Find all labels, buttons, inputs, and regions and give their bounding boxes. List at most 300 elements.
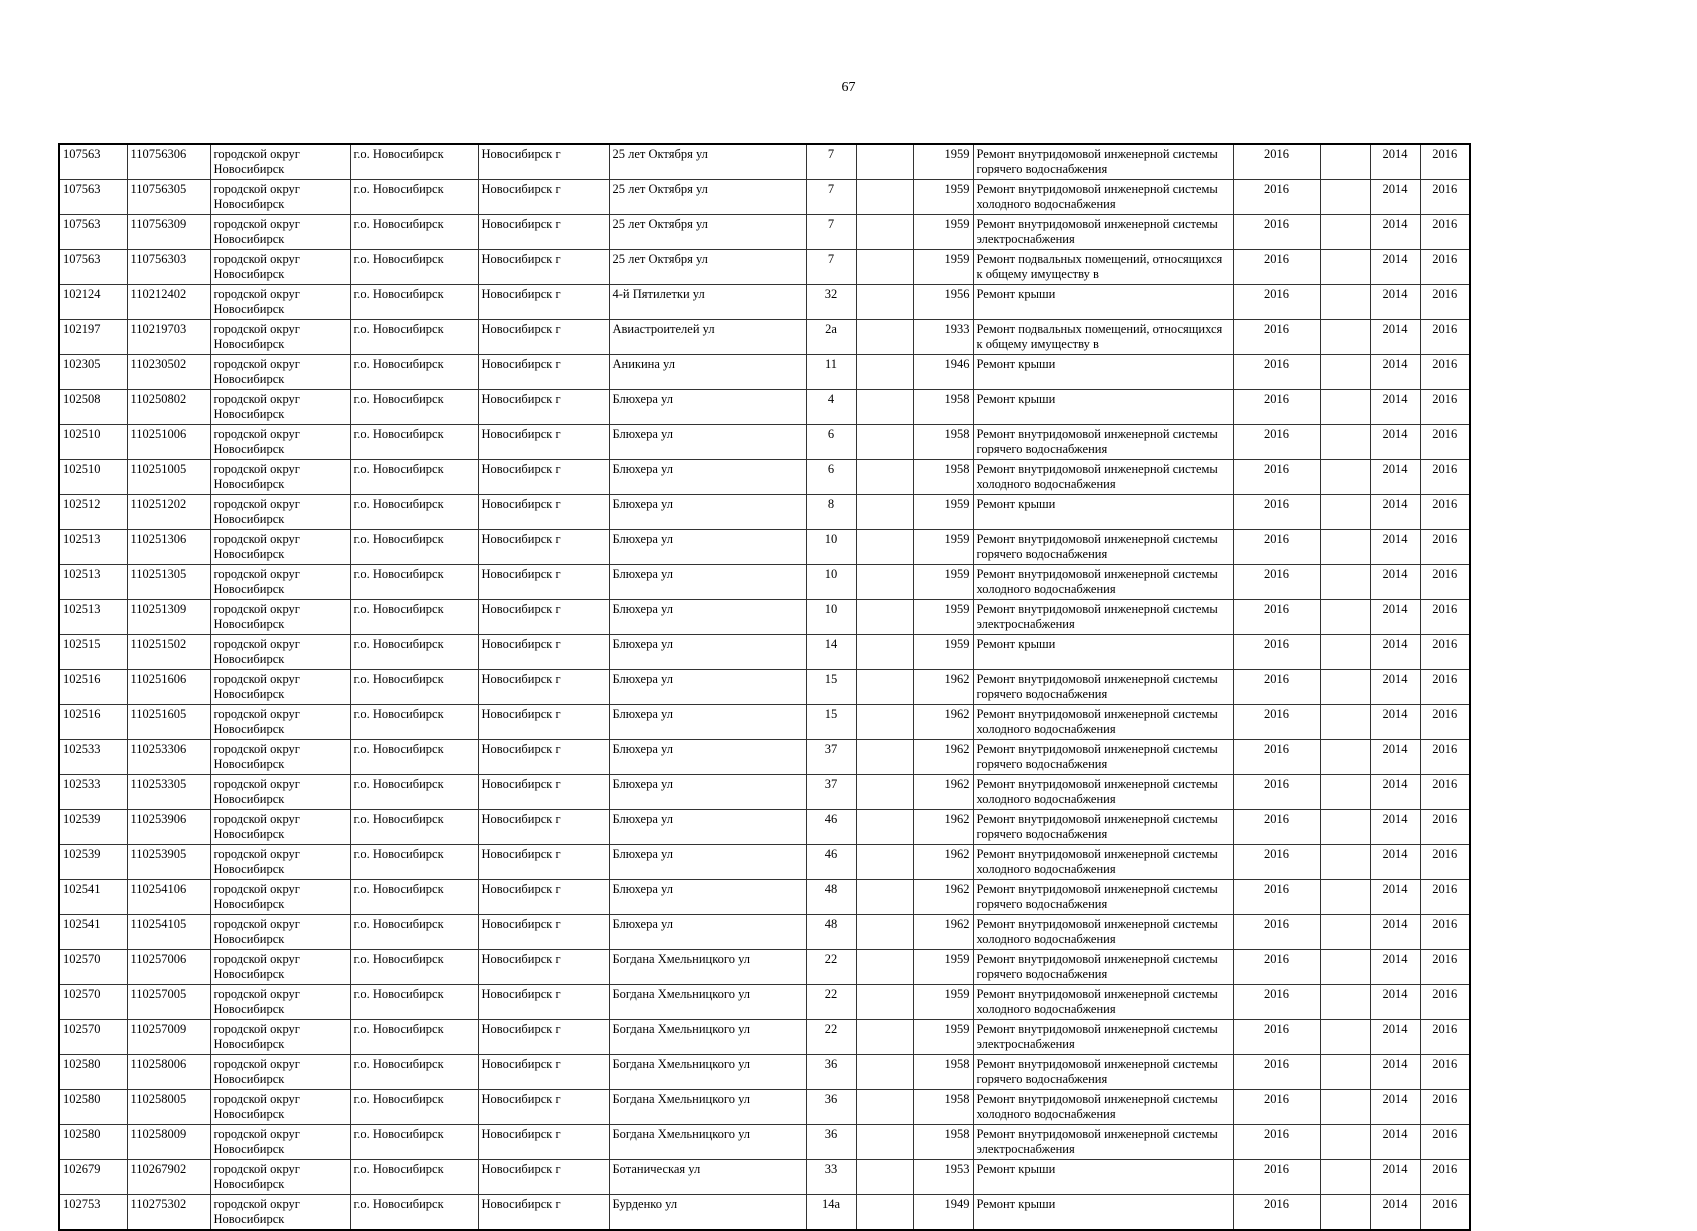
empty-cell	[1320, 355, 1370, 390]
municipality-cell: городской округ Новосибирск	[210, 1160, 350, 1195]
locality-cell: Новосибирск г	[478, 1055, 609, 1090]
work-type-cell: Ремонт внутридомовой инженерной системы холодного водоснабжения	[973, 565, 1233, 600]
locality-cell: Новосибирск г	[478, 530, 609, 565]
work-type-cell: Ремонт внутридомовой инженерной системы холодного водоснабжения	[973, 705, 1233, 740]
year-to-cell: 2016	[1420, 880, 1470, 915]
table-row	[59, 215, 1470, 250]
building-cell	[856, 985, 913, 1020]
year-to-cell: 2016	[1420, 1055, 1470, 1090]
building-cell	[856, 250, 913, 285]
work-type-cell: Ремонт внутридомовой инженерной системы горячего водоснабжения	[973, 1055, 1233, 1090]
locality-cell: Новосибирск г	[478, 355, 609, 390]
street-cell: Богдана Хмельницкого ул	[609, 1055, 806, 1090]
empty-cell	[1320, 810, 1370, 845]
work-type-cell: Ремонт внутридомовой инженерной системы холодного водоснабжения	[973, 985, 1233, 1020]
locality-cell: Новосибирск г	[478, 425, 609, 460]
plan-year-cell: 2016	[1233, 600, 1320, 635]
plan-year-cell: 2016	[1233, 250, 1320, 285]
record-id-cell: 107563	[59, 250, 127, 285]
table-row	[59, 705, 1470, 740]
empty-cell	[1320, 915, 1370, 950]
year-built-cell: 1959	[913, 180, 973, 215]
house-code-cell: 110253306	[127, 740, 210, 775]
work-type-cell: Ремонт крыши	[973, 285, 1233, 320]
street-cell: Блюхера ул	[609, 880, 806, 915]
work-type-cell: Ремонт внутридомовой инженерной системы электроснабжения	[973, 1125, 1233, 1160]
year-from-cell: 2014	[1370, 425, 1420, 460]
house-code-cell: 110250802	[127, 390, 210, 425]
municipality-cell: городской округ Новосибирск	[210, 670, 350, 705]
year-to-cell: 2016	[1420, 600, 1470, 635]
building-cell	[856, 1055, 913, 1090]
plan-year-cell: 2016	[1233, 1125, 1320, 1160]
table-row	[59, 425, 1470, 460]
year-from-cell: 2014	[1370, 390, 1420, 425]
street-cell: Блюхера ул	[609, 740, 806, 775]
plan-year-cell: 2016	[1233, 285, 1320, 320]
year-to-cell: 2016	[1420, 495, 1470, 530]
work-type-cell: Ремонт крыши	[973, 1160, 1233, 1195]
locality-cell: Новосибирск г	[478, 250, 609, 285]
year-to-cell: 2016	[1420, 144, 1470, 180]
house-code-cell: 110212402	[127, 285, 210, 320]
municipal-unit-cell: г.о. Новосибирск	[350, 1160, 478, 1195]
year-built-cell: 1959	[913, 600, 973, 635]
plan-year-cell: 2016	[1233, 1020, 1320, 1055]
capital-repair-table	[58, 143, 1471, 1231]
year-built-cell: 1959	[913, 250, 973, 285]
municipal-unit-cell: г.о. Новосибирск	[350, 985, 478, 1020]
municipal-unit-cell: г.о. Новосибирск	[350, 1125, 478, 1160]
table-row	[59, 144, 1470, 180]
table-row	[59, 670, 1470, 705]
record-id-cell: 102580	[59, 1055, 127, 1090]
building-cell	[856, 1090, 913, 1125]
street-cell: Блюхера ул	[609, 915, 806, 950]
municipal-unit-cell: г.о. Новосибирск	[350, 390, 478, 425]
building-cell	[856, 740, 913, 775]
plan-year-cell: 2016	[1233, 740, 1320, 775]
empty-cell	[1320, 1020, 1370, 1055]
plan-year-cell: 2016	[1233, 775, 1320, 810]
plan-year-cell: 2016	[1233, 810, 1320, 845]
year-built-cell: 1962	[913, 705, 973, 740]
building-cell	[856, 1125, 913, 1160]
year-built-cell: 1958	[913, 390, 973, 425]
locality-cell: Новосибирск г	[478, 144, 609, 180]
year-from-cell: 2014	[1370, 985, 1420, 1020]
year-to-cell: 2016	[1420, 1125, 1470, 1160]
year-to-cell: 2016	[1420, 320, 1470, 355]
year-built-cell: 1956	[913, 285, 973, 320]
municipality-cell: городской округ Новосибирск	[210, 320, 350, 355]
year-to-cell: 2016	[1420, 915, 1470, 950]
year-built-cell: 1958	[913, 1090, 973, 1125]
work-type-cell: Ремонт внутридомовой инженерной системы горячего водоснабжения	[973, 950, 1233, 985]
year-to-cell: 2016	[1420, 705, 1470, 740]
building-cell	[856, 285, 913, 320]
work-type-cell: Ремонт внутридомовой инженерной системы холодного водоснабжения	[973, 1090, 1233, 1125]
year-built-cell: 1959	[913, 144, 973, 180]
table-row	[59, 250, 1470, 285]
house-code-cell: 110251305	[127, 565, 210, 600]
year-to-cell: 2016	[1420, 215, 1470, 250]
table-row	[59, 1020, 1470, 1055]
municipal-unit-cell: г.о. Новосибирск	[350, 740, 478, 775]
street-cell: Блюхера ул	[609, 670, 806, 705]
year-to-cell: 2016	[1420, 1020, 1470, 1055]
work-type-cell: Ремонт внутридомовой инженерной системы холодного водоснабжения	[973, 845, 1233, 880]
work-type-cell: Ремонт крыши	[973, 355, 1233, 390]
year-from-cell: 2014	[1370, 1125, 1420, 1160]
locality-cell: Новосибирск г	[478, 880, 609, 915]
municipal-unit-cell: г.о. Новосибирск	[350, 1055, 478, 1090]
municipality-cell: городской округ Новосибирск	[210, 915, 350, 950]
year-built-cell: 1958	[913, 1125, 973, 1160]
year-to-cell: 2016	[1420, 285, 1470, 320]
year-built-cell: 1959	[913, 950, 973, 985]
work-type-cell: Ремонт внутридомовой инженерной системы электроснабжения	[973, 1020, 1233, 1055]
building-cell	[856, 495, 913, 530]
house-number-cell: 22	[806, 1020, 856, 1055]
year-built-cell: 1946	[913, 355, 973, 390]
record-id-cell: 107563	[59, 215, 127, 250]
building-cell	[856, 1160, 913, 1195]
work-type-cell: Ремонт внутридомовой инженерной системы электроснабжения	[973, 600, 1233, 635]
empty-cell	[1320, 600, 1370, 635]
house-number-cell: 10	[806, 565, 856, 600]
house-number-cell: 37	[806, 775, 856, 810]
year-from-cell: 2014	[1370, 1055, 1420, 1090]
locality-cell: Новосибирск г	[478, 320, 609, 355]
street-cell: Блюхера ул	[609, 600, 806, 635]
work-type-cell: Ремонт внутридомовой инженерной системы холодного водоснабжения	[973, 180, 1233, 215]
locality-cell: Новосибирск г	[478, 1090, 609, 1125]
empty-cell	[1320, 495, 1370, 530]
record-id-cell: 102515	[59, 635, 127, 670]
record-id-cell: 102124	[59, 285, 127, 320]
street-cell: 4-й Пятилетки ул	[609, 285, 806, 320]
year-to-cell: 2016	[1420, 845, 1470, 880]
building-cell	[856, 144, 913, 180]
house-number-cell: 48	[806, 880, 856, 915]
year-from-cell: 2014	[1370, 530, 1420, 565]
house-code-cell: 110253905	[127, 845, 210, 880]
locality-cell: Новосибирск г	[478, 1195, 609, 1231]
work-type-cell: Ремонт подвальных помещений, относящихся к общему имуществу в	[973, 320, 1233, 355]
house-number-cell: 46	[806, 845, 856, 880]
municipal-unit-cell: г.о. Новосибирск	[350, 530, 478, 565]
year-built-cell: 1949	[913, 1195, 973, 1231]
year-from-cell: 2014	[1370, 215, 1420, 250]
locality-cell: Новосибирск г	[478, 810, 609, 845]
municipality-cell: городской округ Новосибирск	[210, 600, 350, 635]
work-type-cell: Ремонт крыши	[973, 1195, 1233, 1231]
year-built-cell: 1959	[913, 1020, 973, 1055]
year-built-cell: 1959	[913, 530, 973, 565]
street-cell: Блюхера ул	[609, 565, 806, 600]
table-row	[59, 1090, 1470, 1125]
house-code-cell: 110756306	[127, 144, 210, 180]
plan-year-cell: 2016	[1233, 565, 1320, 600]
locality-cell: Новосибирск г	[478, 285, 609, 320]
empty-cell	[1320, 215, 1370, 250]
plan-year-cell: 2016	[1233, 1195, 1320, 1231]
table-row	[59, 320, 1470, 355]
house-number-cell: 22	[806, 985, 856, 1020]
empty-cell	[1320, 740, 1370, 775]
locality-cell: Новосибирск г	[478, 845, 609, 880]
house-number-cell: 10	[806, 600, 856, 635]
work-type-cell: Ремонт внутридомовой инженерной системы электроснабжения	[973, 215, 1233, 250]
table-row	[59, 600, 1470, 635]
street-cell: Богдана Хмельницкого ул	[609, 1020, 806, 1055]
table-row	[59, 390, 1470, 425]
locality-cell: Новосибирск г	[478, 600, 609, 635]
municipality-cell: городской округ Новосибирск	[210, 144, 350, 180]
year-to-cell: 2016	[1420, 670, 1470, 705]
table-row	[59, 740, 1470, 775]
year-built-cell: 1959	[913, 985, 973, 1020]
year-from-cell: 2014	[1370, 250, 1420, 285]
house-number-cell: 14	[806, 635, 856, 670]
work-type-cell: Ремонт внутридомовой инженерной системы холодного водоснабжения	[973, 775, 1233, 810]
municipality-cell: городской округ Новосибирск	[210, 495, 350, 530]
house-number-cell: 7	[806, 215, 856, 250]
municipality-cell: городской округ Новосибирск	[210, 810, 350, 845]
empty-cell	[1320, 775, 1370, 810]
municipality-cell: городской округ Новосибирск	[210, 880, 350, 915]
year-to-cell: 2016	[1420, 1160, 1470, 1195]
building-cell	[856, 460, 913, 495]
record-id-cell: 102539	[59, 810, 127, 845]
municipal-unit-cell: г.о. Новосибирск	[350, 950, 478, 985]
municipality-cell: городской округ Новосибирск	[210, 565, 350, 600]
locality-cell: Новосибирск г	[478, 635, 609, 670]
locality-cell: Новосибирск г	[478, 1160, 609, 1195]
house-code-cell: 110253305	[127, 775, 210, 810]
plan-year-cell: 2016	[1233, 985, 1320, 1020]
house-code-cell: 110251502	[127, 635, 210, 670]
municipality-cell: городской округ Новосибирск	[210, 355, 350, 390]
table-row	[59, 565, 1470, 600]
building-cell	[856, 635, 913, 670]
year-from-cell: 2014	[1370, 915, 1420, 950]
year-built-cell: 1962	[913, 775, 973, 810]
work-type-cell: Ремонт внутридомовой инженерной системы горячего водоснабжения	[973, 810, 1233, 845]
locality-cell: Новосибирск г	[478, 670, 609, 705]
year-built-cell: 1953	[913, 1160, 973, 1195]
table-row	[59, 950, 1470, 985]
house-code-cell: 110251006	[127, 425, 210, 460]
municipality-cell: городской округ Новосибирск	[210, 1090, 350, 1125]
building-cell	[856, 600, 913, 635]
municipal-unit-cell: г.о. Новосибирск	[350, 565, 478, 600]
building-cell	[856, 425, 913, 460]
municipal-unit-cell: г.о. Новосибирск	[350, 180, 478, 215]
building-cell	[856, 670, 913, 705]
year-built-cell: 1959	[913, 565, 973, 600]
year-from-cell: 2014	[1370, 670, 1420, 705]
plan-year-cell: 2016	[1233, 460, 1320, 495]
municipal-unit-cell: г.о. Новосибирск	[350, 285, 478, 320]
empty-cell	[1320, 845, 1370, 880]
year-built-cell: 1958	[913, 460, 973, 495]
municipal-unit-cell: г.о. Новосибирск	[350, 425, 478, 460]
house-number-cell: 48	[806, 915, 856, 950]
plan-year-cell: 2016	[1233, 915, 1320, 950]
table-row	[59, 285, 1470, 320]
street-cell: Авиастроителей ул	[609, 320, 806, 355]
plan-year-cell: 2016	[1233, 1055, 1320, 1090]
record-id-cell: 102679	[59, 1160, 127, 1195]
municipality-cell: городской округ Новосибирск	[210, 775, 350, 810]
record-id-cell: 102570	[59, 1020, 127, 1055]
year-from-cell: 2014	[1370, 600, 1420, 635]
house-number-cell: 36	[806, 1125, 856, 1160]
house-code-cell: 110254106	[127, 880, 210, 915]
year-built-cell: 1962	[913, 810, 973, 845]
municipal-unit-cell: г.о. Новосибирск	[350, 845, 478, 880]
street-cell: Блюхера ул	[609, 425, 806, 460]
municipal-unit-cell: г.о. Новосибирск	[350, 775, 478, 810]
house-number-cell: 22	[806, 950, 856, 985]
street-cell: Богдана Хмельницкого ул	[609, 950, 806, 985]
locality-cell: Новосибирск г	[478, 740, 609, 775]
year-from-cell: 2014	[1370, 880, 1420, 915]
street-cell: Блюхера ул	[609, 460, 806, 495]
record-id-cell: 102539	[59, 845, 127, 880]
record-id-cell: 102753	[59, 1195, 127, 1231]
year-to-cell: 2016	[1420, 1090, 1470, 1125]
municipal-unit-cell: г.о. Новосибирск	[350, 635, 478, 670]
street-cell: Богдана Хмельницкого ул	[609, 1090, 806, 1125]
year-from-cell: 2014	[1370, 1090, 1420, 1125]
year-from-cell: 2014	[1370, 635, 1420, 670]
municipal-unit-cell: г.о. Новосибирск	[350, 810, 478, 845]
record-id-cell: 102570	[59, 950, 127, 985]
record-id-cell: 102197	[59, 320, 127, 355]
year-to-cell: 2016	[1420, 810, 1470, 845]
house-code-cell: 110756305	[127, 180, 210, 215]
record-id-cell: 102570	[59, 985, 127, 1020]
municipality-cell: городской округ Новосибирск	[210, 740, 350, 775]
year-built-cell: 1962	[913, 915, 973, 950]
municipality-cell: городской округ Новосибирск	[210, 215, 350, 250]
plan-year-cell: 2016	[1233, 950, 1320, 985]
empty-cell	[1320, 425, 1370, 460]
year-from-cell: 2014	[1370, 285, 1420, 320]
house-code-cell: 110756303	[127, 250, 210, 285]
municipal-unit-cell: г.о. Новосибирск	[350, 144, 478, 180]
record-id-cell: 102541	[59, 915, 127, 950]
table-row	[59, 180, 1470, 215]
locality-cell: Новосибирск г	[478, 915, 609, 950]
building-cell	[856, 320, 913, 355]
house-number-cell: 11	[806, 355, 856, 390]
work-type-cell: Ремонт крыши	[973, 495, 1233, 530]
plan-year-cell: 2016	[1233, 180, 1320, 215]
house-code-cell: 110219703	[127, 320, 210, 355]
municipal-unit-cell: г.о. Новосибирск	[350, 1020, 478, 1055]
year-from-cell: 2014	[1370, 495, 1420, 530]
house-number-cell: 7	[806, 250, 856, 285]
year-to-cell: 2016	[1420, 355, 1470, 390]
street-cell: Блюхера ул	[609, 530, 806, 565]
record-id-cell: 102541	[59, 880, 127, 915]
work-type-cell: Ремонт крыши	[973, 390, 1233, 425]
year-to-cell: 2016	[1420, 530, 1470, 565]
year-built-cell: 1958	[913, 425, 973, 460]
record-id-cell: 107563	[59, 144, 127, 180]
street-cell: Богдана Хмельницкого ул	[609, 985, 806, 1020]
house-number-cell: 15	[806, 670, 856, 705]
municipality-cell: городской округ Новосибирск	[210, 1195, 350, 1231]
locality-cell: Новосибирск г	[478, 1125, 609, 1160]
empty-cell	[1320, 985, 1370, 1020]
locality-cell: Новосибирск г	[478, 215, 609, 250]
plan-year-cell: 2016	[1233, 705, 1320, 740]
municipal-unit-cell: г.о. Новосибирск	[350, 705, 478, 740]
year-from-cell: 2014	[1370, 355, 1420, 390]
building-cell	[856, 180, 913, 215]
municipal-unit-cell: г.о. Новосибирск	[350, 495, 478, 530]
municipality-cell: городской округ Новосибирск	[210, 1125, 350, 1160]
building-cell	[856, 390, 913, 425]
house-code-cell: 110251606	[127, 670, 210, 705]
municipality-cell: городской округ Новосибирск	[210, 460, 350, 495]
municipal-unit-cell: г.о. Новосибирск	[350, 215, 478, 250]
year-to-cell: 2016	[1420, 180, 1470, 215]
municipal-unit-cell: г.о. Новосибирск	[350, 320, 478, 355]
year-built-cell: 1933	[913, 320, 973, 355]
record-id-cell: 102580	[59, 1125, 127, 1160]
house-number-cell: 10	[806, 530, 856, 565]
plan-year-cell: 2016	[1233, 880, 1320, 915]
year-built-cell: 1962	[913, 880, 973, 915]
year-from-cell: 2014	[1370, 460, 1420, 495]
house-code-cell: 110251605	[127, 705, 210, 740]
street-cell: 25 лет Октября ул	[609, 250, 806, 285]
empty-cell	[1320, 530, 1370, 565]
empty-cell	[1320, 144, 1370, 180]
record-id-cell: 102513	[59, 565, 127, 600]
locality-cell: Новосибирск г	[478, 495, 609, 530]
year-to-cell: 2016	[1420, 460, 1470, 495]
municipal-unit-cell: г.о. Новосибирск	[350, 460, 478, 495]
empty-cell	[1320, 1055, 1370, 1090]
municipality-cell: городской округ Новосибирск	[210, 530, 350, 565]
locality-cell: Новосибирск г	[478, 775, 609, 810]
building-cell	[856, 530, 913, 565]
house-code-cell: 110267902	[127, 1160, 210, 1195]
house-code-cell: 110258009	[127, 1125, 210, 1160]
building-cell	[856, 810, 913, 845]
plan-year-cell: 2016	[1233, 215, 1320, 250]
municipality-cell: городской округ Новосибирск	[210, 1055, 350, 1090]
year-built-cell: 1959	[913, 215, 973, 250]
plan-year-cell: 2016	[1233, 1160, 1320, 1195]
plan-year-cell: 2016	[1233, 670, 1320, 705]
municipality-cell: городской округ Новосибирск	[210, 425, 350, 460]
building-cell	[856, 1020, 913, 1055]
house-number-cell: 6	[806, 425, 856, 460]
year-to-cell: 2016	[1420, 1195, 1470, 1231]
plan-year-cell: 2016	[1233, 635, 1320, 670]
municipality-cell: городской округ Новосибирск	[210, 635, 350, 670]
building-cell	[856, 215, 913, 250]
house-number-cell: 14а	[806, 1195, 856, 1231]
